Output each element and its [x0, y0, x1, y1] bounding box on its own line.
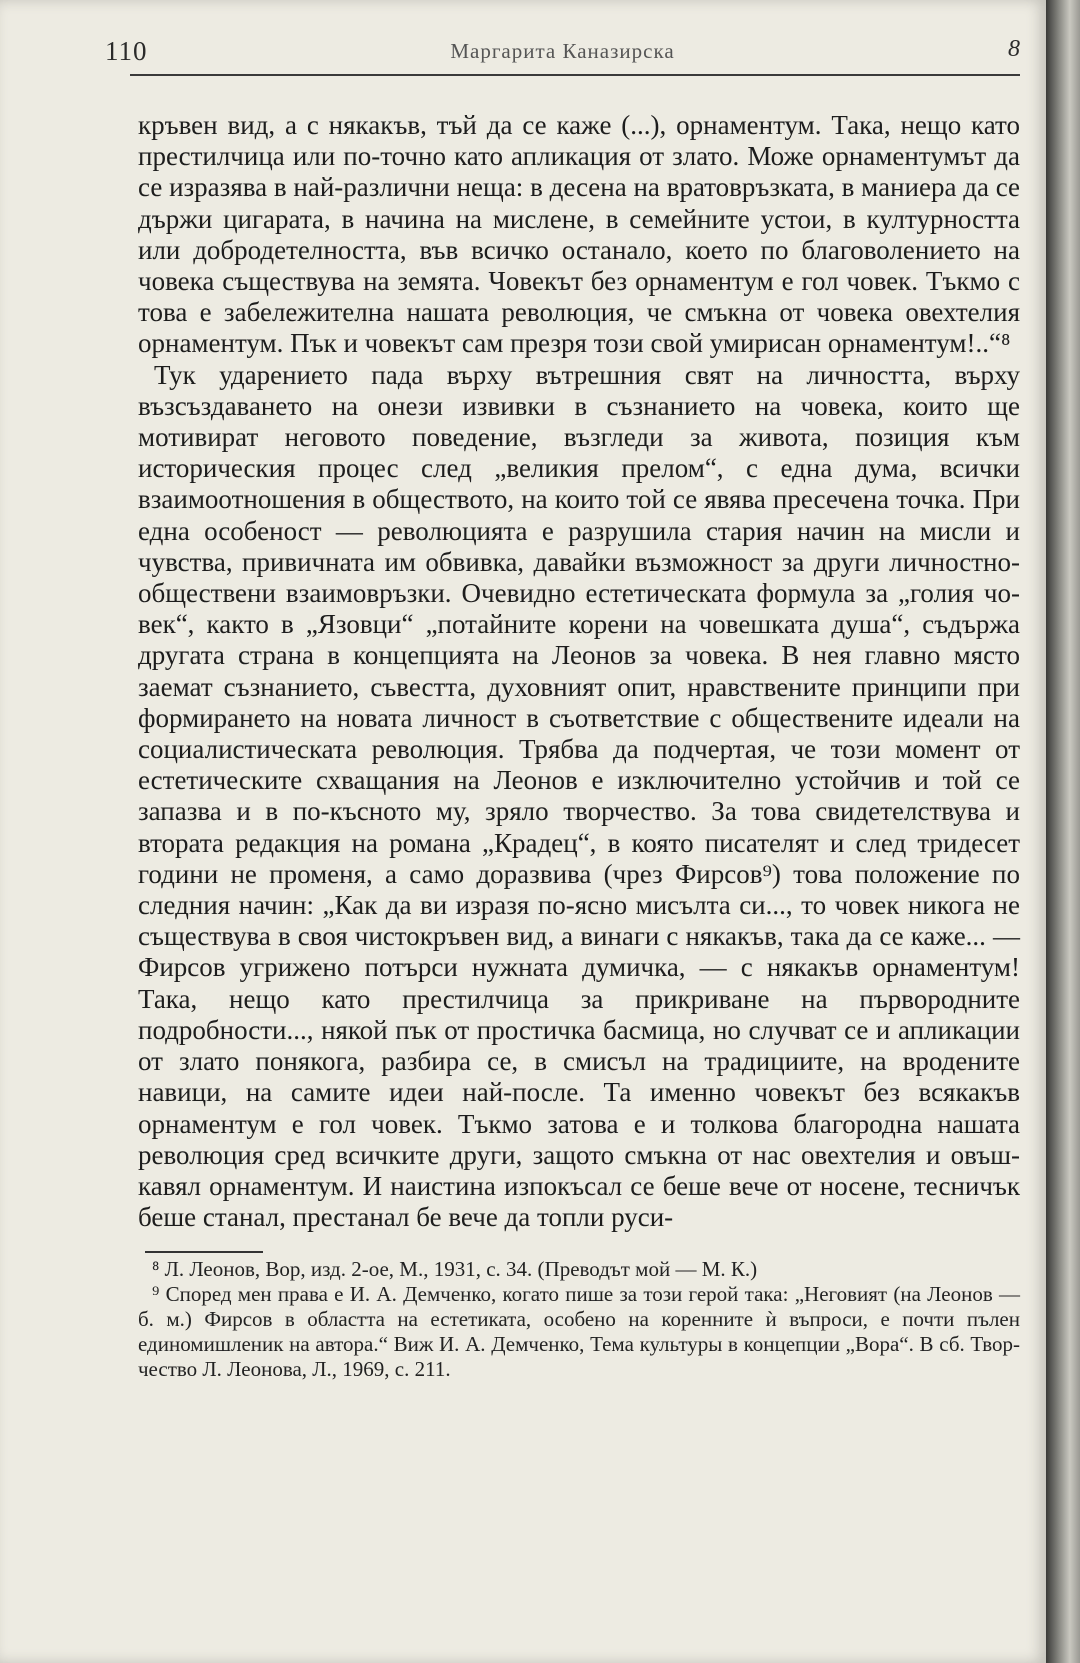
paragraph: кръвен вид, а с някакъв, тъй да се каже (...), орнаментум. Така, нещо като престилчица или по-точно като апликация от злато. Може орнаментумът да се изразява в най-различни неща: в десена на вратовръзката, в маниера да се държи цигарата, в начина на мислене, в семейните устои, в културността или добродетелността, във всичко останало, което по благоволението на човека съществува на земята. Човекът без орнаментум е гол човек. Тъкмо с това е забележителна нашата революция, че смъкна от човека овехтелия орнаментум. Пък и човекът сам презря този свой умирисан орнаментум!..“⁸ — [138, 110, 1020, 359]
footnote-8: ⁸ Л. Леонов, Вор, изд. 2-ое, М., 1931, с. 34. (Преводът мой — М. К.) — [152, 1257, 758, 1281]
book-spine — [1046, 0, 1080, 1663]
page-header — [105, 36, 1020, 72]
page-number: 110 — [105, 36, 148, 66]
body-text — [138, 110, 1020, 1233]
header-rule — [130, 74, 1020, 76]
footnote-9: ⁹ Според мен права е И. А. Демченко, когато пише за този герой така: „Неговият (на Леонов — б. м.) Фирсов в областта на естетиката, особено на коренните ѝ въпроси, е почти пълен единомишленик на автора.“ Виж И. А. Демченко, Тема культуры в концепции „Вора“. В сб. Творчество Л. Леонова, Л., 1969, с. 211. — [138, 1282, 1020, 1381]
paragraph: Тук ударението пада върху вътрешния свят на личността, върху възсъздаването на онези извивки в съзнанието на човека, които ще мотивират неговото поведение, възгледи за живота, позиция към историческия процес след „великия прелом“, с една дума, всички взаимоотношения в обществото, на които той се явява пресечена точка. При една особеност — революцията е разрушила стария начин на мисли и чувства, привичната им обвивка, давайки възможност за други личностно-обществени взаимовръзки. Очевидно естетическата формула за „голия човек“, както в „Язовци“ „потайните корени на човешката душа“, съдържа другата страна в концепцията на Леонов за човека. В нея главно място заемат съзнанието, съвестта, духовният опит, нравствените принципи при формирането на новата личност в съответствие с обществените идеали на социалистическата революция. Трябва да подчертая, че този момент от естетическите схващания на Леонов е изключително устойчив и той се запазва и в по-късното му, зряло творчество. За това свидетелствува и втората редакция на романа „Крадец“, в която писателят и след тридесет години не променя, а само доразвива (чрез Фирсов⁹) това положение по следния начин: „Как да ви изразя по-ясно мисълта си..., то човек никога не съществува в своя чистокръвен вид, а винаги с някакъв, така да се каже... — Фирсов угрижено потърси нужната думичка, — с някакъв орнаментум! Така, нещо като престилчица за прикриване на първородните подробности..., някой пък от простичка басмица, но случват се и апликации от злато понякога, разбира се, в смисъл на традициите, на вродените навици, на самите идеи най-после. Та именно човекът без всякакъв орнаментум е гол човек. Тъкмо затова е и толкова благородна нашата революция сред всичките други, защото смъкна от нас овехтелия и овъшкавял орнаментум. И наистина изпокъсал се беше вече от носене, тесничък беше станал, престанал бе вече да топли руси- — [138, 359, 1020, 1233]
footnotes — [138, 1257, 1020, 1382]
footnote-separator — [145, 1251, 263, 1253]
corner-mark: 8 — [1008, 36, 1020, 62]
running-title: Маргарита Каназирска — [450, 39, 675, 63]
